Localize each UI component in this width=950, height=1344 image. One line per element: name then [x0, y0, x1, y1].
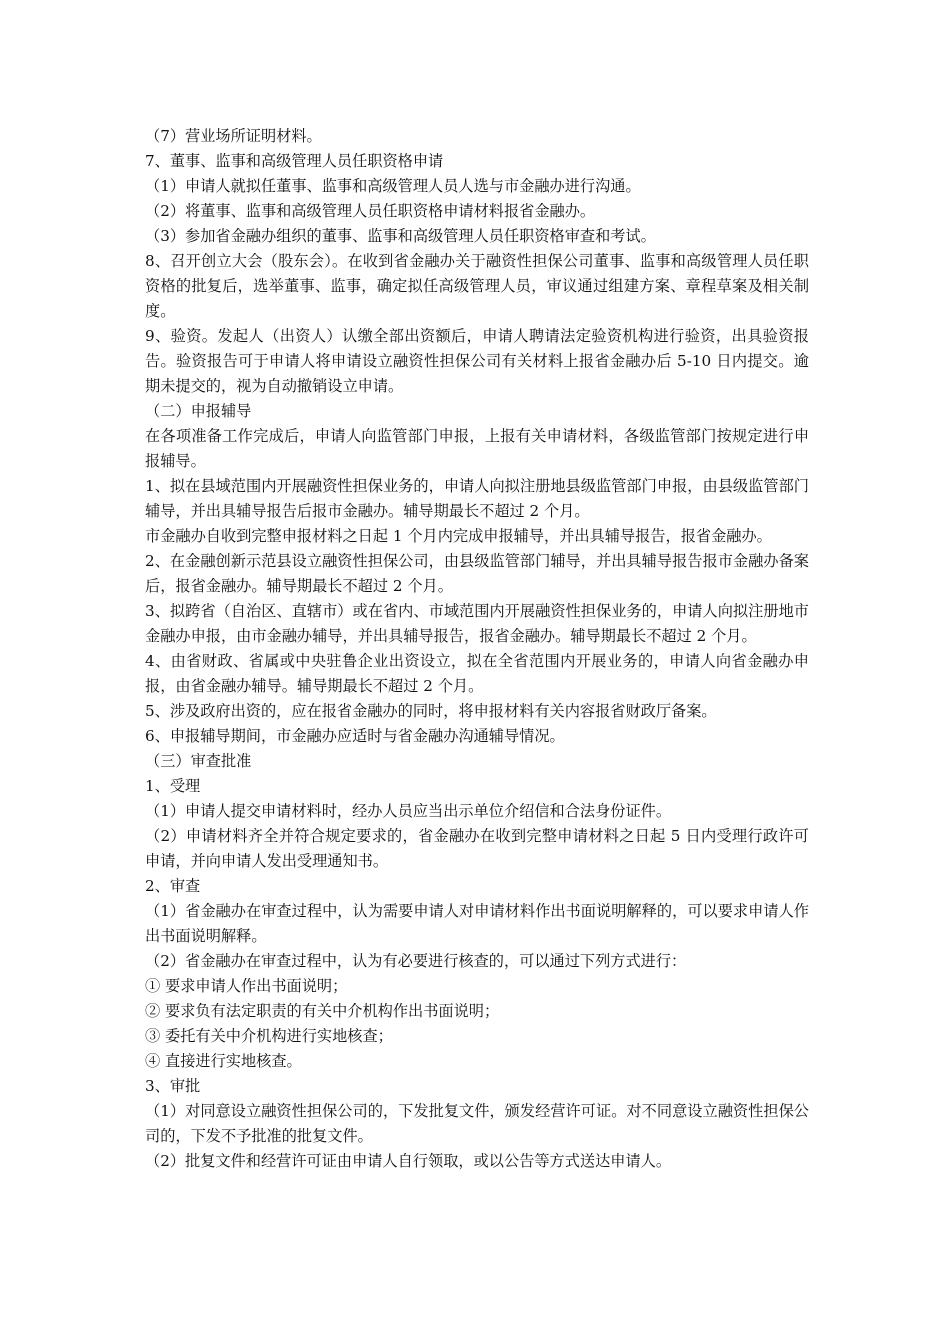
- paragraph: 1、拟在县域范围内开展融资性担保业务的，申请人向拟注册地县级监管部门申报，由县级监管部门辅导，并出具辅导报告后报市金融办。辅导期最长不超过 2 个月。: [145, 477, 809, 520]
- document-body: [145, 124, 809, 1174]
- section-heading: （三）审查批准: [145, 752, 252, 770]
- section-heading: （二）申报辅导: [145, 402, 252, 420]
- paragraph: （1）对同意设立融资性担保公司的，下发批复文件，颁发经营许可证。对不同意设立融资性担保公司的，下发不予批准的批复文件。: [145, 1102, 809, 1145]
- paragraph: （1）申请人就拟任董事、监事和高级管理人员人选与市金融办进行沟通。: [145, 177, 641, 195]
- paragraph: 市金融办自收到完整申报材料之日起 1 个月内完成申报辅导，并出具辅导报告，报省金融办。: [145, 527, 772, 545]
- subsection-heading: 1、受理: [145, 777, 201, 795]
- subsection-heading: 2、审查: [145, 877, 201, 895]
- paragraph: （7）营业场所证明材料。: [145, 127, 322, 145]
- paragraph: （3）参加省金融办组织的董事、监事和高级管理人员任职资格审查和考试。: [145, 227, 656, 245]
- paragraph: 3、拟跨省（自治区、直辖市）或在省内、市域范围内开展融资性担保业务的，申请人向拟注册地市金融办申报，由市金融办辅导，并出具辅导报告，报省金融办。辅导期最长不超过 2 个月。: [145, 602, 809, 645]
- paragraph: （2）省金融办在审查过程中，认为有必要进行核查的，可以通过下列方式进行：: [145, 952, 687, 970]
- paragraph: 2、在金融创新示范县设立融资性担保公司，由县级监管部门辅导，并出具辅导报告报市金融办备案后，报省金融办。辅导期最长不超过 2 个月。: [145, 552, 809, 595]
- paragraph: （2）批复文件和经营许可证由申请人自行领取，或以公告等方式送达申请人。: [145, 1152, 672, 1170]
- list-item: ① 要求申请人作出书面说明；: [145, 977, 348, 995]
- paragraph: 9、验资。发起人（出资人）认缴全部出资额后，申请人聘请法定验资机构进行验资，出具验资报告。验资报告可于申请人将申请设立融资性担保公司有关材料上报省金融办后 5-10 日内提交。逾期未提交的，视为自动撤销设立申请。: [145, 327, 809, 395]
- paragraph: （2）将董事、监事和高级管理人员任职资格申请材料报省金融办。: [145, 202, 596, 220]
- paragraph: （1）省金融办在审查过程中，认为需要申请人对申请材料作出书面说明解释的，可以要求申请人作出书面说明解释。: [145, 902, 809, 945]
- paragraph: 7、董事、监事和高级管理人员任职资格申请: [145, 152, 444, 170]
- list-item: ③ 委托有关中介机构进行实地核查；: [145, 1027, 393, 1045]
- paragraph: 在各项准备工作完成后，申请人向监管部门申报，上报有关申请材料，各级监管部门按规定进行申报辅导。: [145, 427, 809, 470]
- list-item: ④ 直接进行实地核查。: [145, 1052, 302, 1070]
- paragraph: （1）申请人提交申请材料时，经办人员应当出示单位介绍信和合法身份证件。: [145, 802, 672, 820]
- paragraph: 6、申报辅导期间，市金融办应适时与省金融办沟通辅导情况。: [145, 727, 565, 745]
- subsection-heading: 3、审批: [145, 1077, 201, 1095]
- paragraph: 5、涉及政府出资的，应在报省金融办的同时，将申报材料有关内容报省财政厅备案。: [145, 702, 717, 720]
- paragraph: （2）申请材料齐全并符合规定要求的，省金融办在收到完整申请材料之日起 5 日内受理行政许可申请，并向申请人发出受理通知书。: [145, 827, 809, 870]
- paragraph: 8、召开创立大会（股东会）。在收到省金融办关于融资性担保公司董事、监事和高级管理人员任职资格的批复后，选举董事、监事，确定拟任高级管理人员，审议通过组建方案、章程草案及相关制度。: [145, 252, 809, 320]
- paragraph: 4、由省财政、省属或中央驻鲁企业出资设立，拟在全省范围内开展业务的，申请人向省金融办申报，由省金融办辅导。辅导期最长不超过 2 个月。: [145, 652, 809, 695]
- list-item: ② 要求负有法定职责的有关中介机构作出书面说明；: [145, 1002, 500, 1020]
